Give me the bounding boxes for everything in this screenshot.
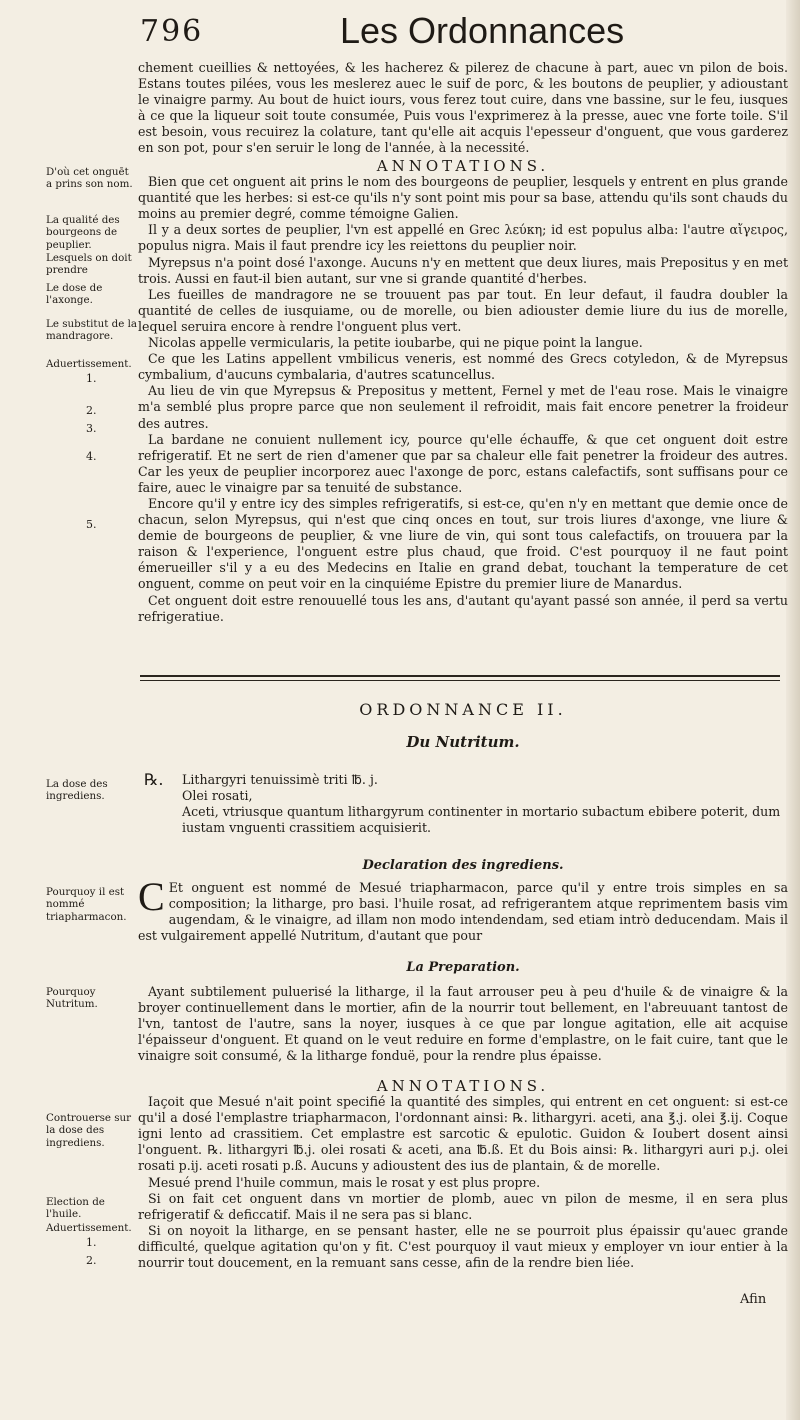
section-rule-thin [140, 680, 780, 681]
preparation-section [138, 960, 788, 1065]
intro-text [138, 60, 788, 157]
declaration-text: Et onguent est nommé de Mesué triapharmacon, parce qu'il y entre trois simples en sa composition; la litharge, pro basi. l'huile rosat, ad refrigerantem atque reprimentem basis vim augendam, & le vinaigre, ad illam non modo intendendam, sed etiam intrò deducendam. Mais il est vulgairement appellé Nutritum, d'autant que pour [138, 880, 788, 944]
preparation-text: Ayant subtilement puluerisé la litharge, il la faut arrouser peu à peu d'huile & de vinaigre & la broyer continuellement dans le mortier, afin de la nourrir tout bellement, en l'abreuuant tantost de l'vn, tantost de l'autre, sans la noyer, iusques à ce que par longue agitation, elle ait acquise l'épaisseur d'onguent. Et quand on le veut reduire en forme d'emplastre, on le fait cuire, tant que le vinaigre soit consumé, & la litharge fonduë, pour la rendre plus épaisse. [138, 984, 788, 1064]
margin-note: Le dose de l'axonge. [46, 282, 103, 307]
margin-note: Aduertissement. [46, 1222, 132, 1234]
annotations-section-1 [138, 158, 788, 625]
declaration-section [138, 858, 788, 944]
margin-note: D'où cet onguēt a prins son nom. [46, 166, 133, 191]
declaration-paragraph [138, 874, 788, 944]
annotations-section-2 [138, 1078, 788, 1271]
annotation-paragraph: Cet onguent doit estre renouuellé tous les ans, d'autant qu'ayant passé son année, il perd sa vertu refrigeratiue. [138, 592, 788, 624]
annotation-paragraph: Les fueilles de mandragore ne se trouuent pas par tout. En leur defaut, il faudra doubler la quantité de celles de iusquiame, ou de morelle, ou bien adiouster demie liure du ius de morelle, lequel seruira encore à rendre l'onguent plus vert. [138, 286, 788, 334]
annotation-paragraph: Mesué prend l'huile commun, mais le rosat y est plus propre. [148, 1174, 541, 1190]
annotation-paragraph: Si on noyoit la litharge, en se pensant haster, elle ne se pourroit plus épaissir qu'auec grande difficulté, quelque agitation qu'on y fit. C'est pourquoy il vaut mieux y employer vn iour entier à la nourrir tout doucement, en la remuant sans cesse, afin de la rendre bien liée. [138, 1222, 788, 1271]
ordonnance-heading: ORDONNANCE II. [359, 700, 567, 719]
annotations-heading: ANNOTATIONS. [376, 157, 550, 175]
page-number: 796 [140, 14, 204, 49]
recipe-symbol: ℞. [144, 770, 164, 789]
ordonnance-heading-block [138, 700, 788, 751]
annotation-paragraph: Nicolas appelle vermicularis, la petite ioubarbe, qui ne pique point la langue. [148, 335, 643, 351]
annotation-paragraph: Bien que cet onguent ait prins le nom des bourgeons de peuplier, lesquels y entrent en plus grande quantité que les herbes: si est-ce qu'ils n'y sont point mis pour sa base, attendu qu'ils sont chauds du moins au premier degré, comme témoigne Galien. [138, 174, 788, 222]
section-rule [140, 675, 780, 677]
catchword: Afin [740, 1292, 767, 1307]
annotation-paragraph: Il y a deux sortes de peuplier, l'vn est appellé en Grec λεύκη; id est populus alba: l'autre αἴγειρος, populus nigra. Mais il faut prendre icy les reiettons du peuplier noir. [138, 222, 788, 254]
margin-number: 2. [86, 1254, 97, 1267]
intro-paragraph: chement cueillies & nettoyées, & les hacherez & pilerez de chacune à part, auec vn pilon de bois. Estans toutes pilées, vous les meslerez auec le suif de porc, & les boutons de peuplier, y adioustant le vinaigre parmy. Au bout de huict iours, vous ferez tout cuire, dans vne bassine, sur le feu, iusques à ce que la liqueur soit toute consumée, Puis vous l'exprimerez à la presse, auec vne forte toile. S'il est besoin, vous recuirez la colature, tant qu'elle ait acquis l'epesseur d'onguent, que vous garderez en son pot, pour s'en seruir le long de l'année, à la necessité. [138, 60, 788, 156]
recipe-line: Aceti, vtriusque quantum lithargyrum continenter in mortario subactum ebibere poterit, dum iustam vnguenti crassitiem acquisierit. [182, 804, 781, 835]
margin-number: 1. [86, 1236, 97, 1249]
annotation-paragraph: La bardane ne conuient nullement icy, pource qu'elle échauffe, & que cet onguent doit estre refrigeratif. Et ne sert de rien d'amener que par sa chaleur elle fait penetrer la froideur des autres. Car les yeux de peuplier incorporez auec l'axonge de porc, estans calefactifs, sont suffisans pour ce faire, auec le vinaigre par sa tenuité de substance. [138, 431, 788, 495]
margin-note: Le substitut de la mandragore. [46, 318, 137, 343]
margin-note: Pourquoy Nutritum. [46, 986, 98, 1011]
annotation-paragraph: Encore qu'il y entre icy des simples refrigeratifs, si est-ce, qu'en n'y en mettant que demie once de chacun, selon Myrepsus, qui n'est que cinq onces en tout, sur trois liures d'axonge, vne liure & demie de bourgeons de peuplier, & vne liure de vin, qui sont tous calefactifs, on trouuera par la raison & l'experience, l'onguent estre plus chaud, que froid. C'est pourquoy il ne faut point émerueiller s'il y a eu des Medecins en Italie en grand debat, touchant la temperature de cet onguent, comme on peut voir en la cinquiéme Epistre du premier liure de Manardus. [138, 495, 788, 592]
page-edge [786, 0, 800, 1420]
annotation-paragraph: Myrepsus n'a point dosé l'axonge. Aucuns n'y en mettent que deux liures, mais Prepositus y en met trois. Aussi en faut-il bien autant, sur vne si grande quantité d'herbes. [138, 254, 788, 286]
margin-note: La qualité des bourgeons de peuplier. [46, 214, 120, 251]
margin-number: 3. [86, 422, 97, 435]
margin-note: Pourquoy il est nommé triapharmacon. [46, 886, 127, 923]
margin-number: 2. [86, 404, 97, 417]
running-title: Les Ordonnances [340, 10, 625, 51]
recipe-line: Olei rosati, [182, 788, 253, 803]
margin-number: 5. [86, 518, 97, 531]
margin-note: La dose des ingrediens. [46, 778, 108, 803]
margin-note: Election de l'huile. [46, 1196, 105, 1221]
annotations-heading: ANNOTATIONS. [376, 1077, 550, 1095]
recipe-line: Lithargyri tenuissimè triti ℔. j. [182, 772, 378, 787]
margin-note: Lesquels on doit prendre [46, 252, 132, 277]
annotation-paragraph: Si on fait cet onguent dans vn mortier de plomb, auec vn pilon de mesme, il en sera plus refrigeratif & deficcatif. Mais il ne sera pas si blanc. [138, 1190, 788, 1222]
ordonnance-subtitle: Du Nutritum. [406, 733, 520, 751]
preparation-heading: La Preparation. [406, 960, 520, 975]
running-header [140, 10, 760, 54]
margin-number: 1. [86, 372, 97, 385]
annotation-paragraph: Au lieu de vin que Myrepsus & Prepositus y mettent, Fernel y met de l'eau rose. Mais le vinaigre m'a semblé plus propre parce que non seulement il refroidit, mais fait encore penetrer la froideur des autres. [138, 383, 788, 431]
drop-cap: C [138, 874, 165, 920]
margin-note: Aduertissement. [46, 358, 132, 370]
annotation-paragraph: Ce que les Latins appellent vmbilicus veneris, est nommé des Grecs cotyledon, & de Myrepsus cymbalium, d'aucuns cymbalaria, d'autres scatuncellus. [138, 351, 788, 383]
margin-note: Controuerse sur la dose des ingrediens. [46, 1112, 132, 1149]
declaration-heading: Declaration des ingrediens. [362, 858, 564, 873]
margin-number: 4. [86, 450, 97, 463]
recipe-block [144, 772, 784, 836]
annotation-paragraph: Iaçoit que Mesué n'ait point specifié la quantité des simples, qui entrent en cet onguent: si est-ce qu'il a dosé l'emplastre triapharmacon, l'ordonnant ainsi: ℞. lithargyri. aceti, ana ℥.j. olei ℥.ij. Coque igni lento ad crassitiem. Cet emplastre est sarcotic & epulotic. Guidon & Ioubert dosent ainsi l'onguent. ℞. lithargyri ℔.j. olei rosati & aceti, ana ℔.ß. Et du Bois ainsi: ℞. lithargyri auri p.j. olei rosati p.ij. aceti rosati p.ß. Aucuns y adioustent des ius de plantain, & de morelle. [138, 1094, 788, 1174]
